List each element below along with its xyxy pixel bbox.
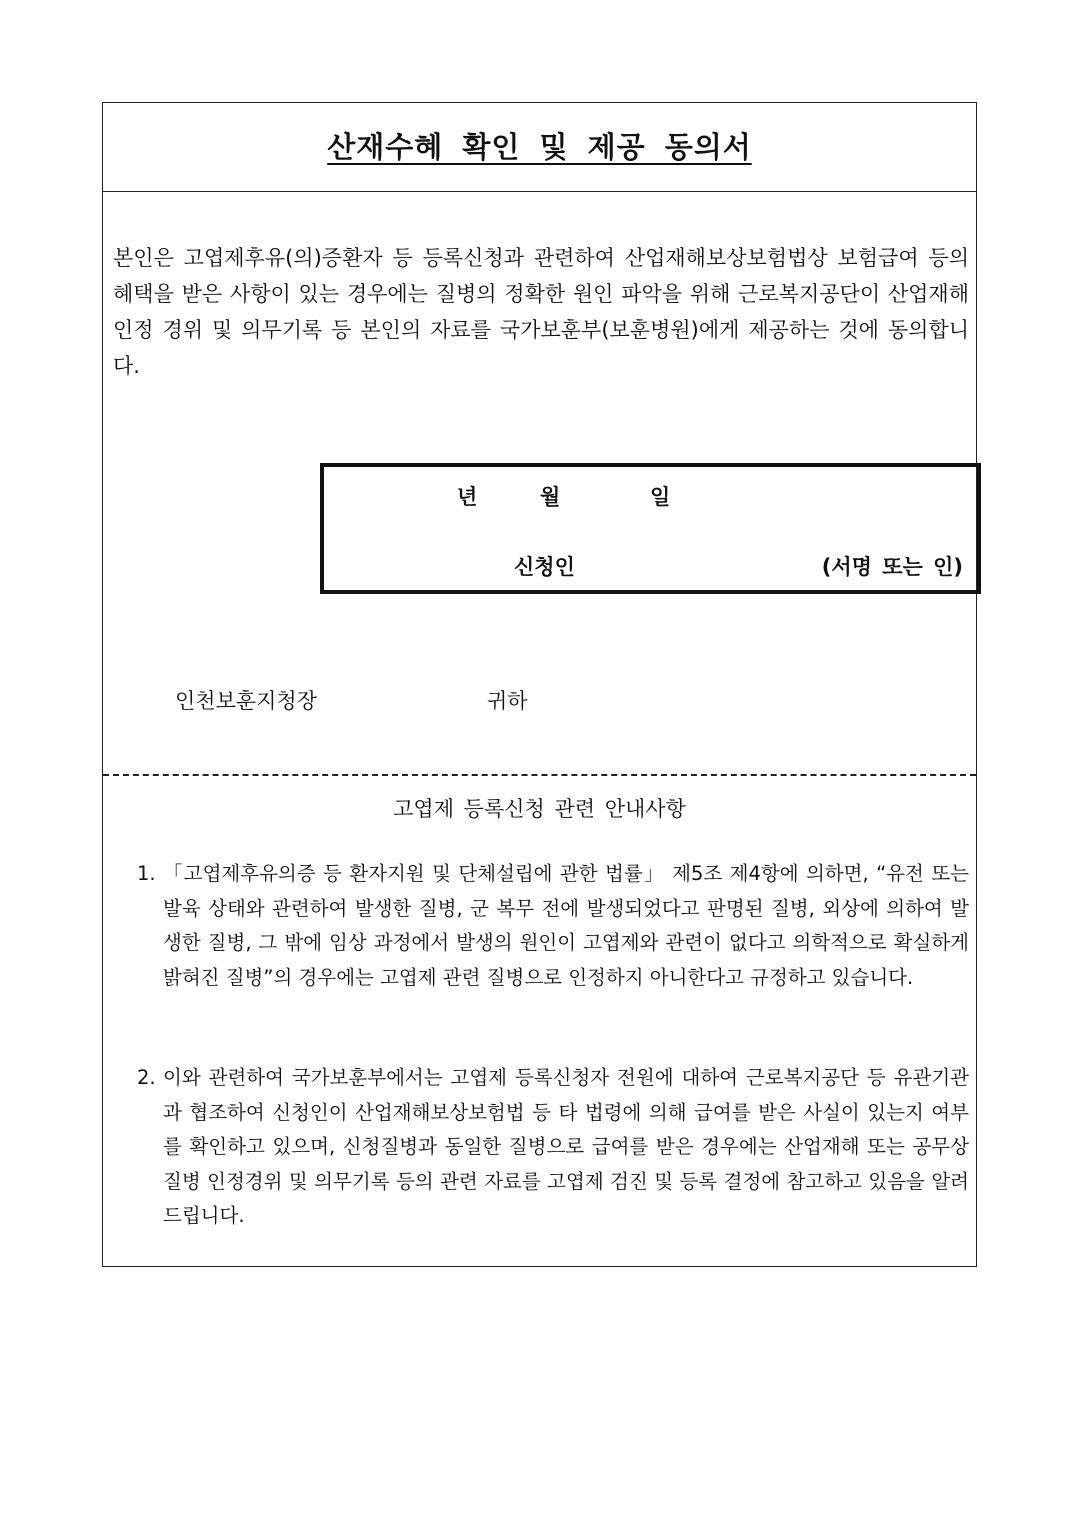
addressee: 인천보훈지청장 bbox=[175, 689, 318, 713]
document-title: 산재수혜 확인 및 제공 동의서 bbox=[327, 129, 752, 164]
title-row bbox=[103, 103, 976, 192]
guide-item-text: 「고엽제후유의증 등 환자지원 및 단체설립에 관한 법률」 제5조 제4항에 의하면, “유전 또는 발육 상태와 관련하여 발생한 질병, 군 복무 전에 발생되었다고 판명된 질병, 외상에 의하여 발생한 질병, 그 밖에 임상 과정에서 발생의 원인이 고엽제와 관련이 없다고 의학적으로 확실하게 밝혀진 질병”의 경우에는 고엽제 관련 질병으로 인정하지 아니한다고 규정하고 있습니다. bbox=[163, 862, 969, 989]
consent-form bbox=[102, 102, 977, 1267]
dashed-divider bbox=[103, 774, 976, 776]
signature-note: (서명 또는 인) bbox=[821, 555, 963, 579]
guide-title: 고엽제 등록신청 관련 안내사항 bbox=[393, 797, 686, 821]
guide-item-number: 2. bbox=[137, 1066, 156, 1089]
signature-box bbox=[320, 463, 981, 594]
guide-item-text: 이와 관련하여 국가보훈부에서는 고엽제 등록신청자 전원에 대하여 근로복지공단 등 유관기관과 협조하여 신청인이 산업재해보상보험법 등 타 법령에 의해 급여를 받은 사실이 있는지 여부를 확인하고 있으며, 신청질병과 동일한 질병으로 급여를 받은 경우에는 산업재해 또는 공무상 질병 인정경위 및 의무기록 등의 관련 자료를 고엽제 검진 및 등록 결정에 참고하고 있음을 알려드립니다. bbox=[163, 1066, 969, 1227]
consent-statement: 본인은 고엽제후유(의)증환자 등 등록신청과 관련하여 산업재해보상보험법상 보험급여 등의 혜택을 받은 사항이 있는 경우에는 질병의 정확한 원인 파악을 위해 근로복지공단이 산업재해 인정 경위 및 의무기록 등 본인의 자료를 국가보훈부(보훈병원)에게 제공하는 것에 동의합니다. bbox=[113, 246, 969, 378]
guide-item bbox=[137, 857, 969, 995]
guide-item-number: 1. bbox=[137, 862, 156, 885]
guide-item bbox=[137, 1061, 969, 1234]
date-year-label: 년 bbox=[457, 485, 478, 509]
honorific: 귀하 bbox=[487, 689, 528, 713]
applicant-label: 신청인 bbox=[514, 555, 575, 579]
date-month-label: 월 bbox=[540, 485, 561, 509]
date-day-label: 일 bbox=[650, 485, 671, 509]
